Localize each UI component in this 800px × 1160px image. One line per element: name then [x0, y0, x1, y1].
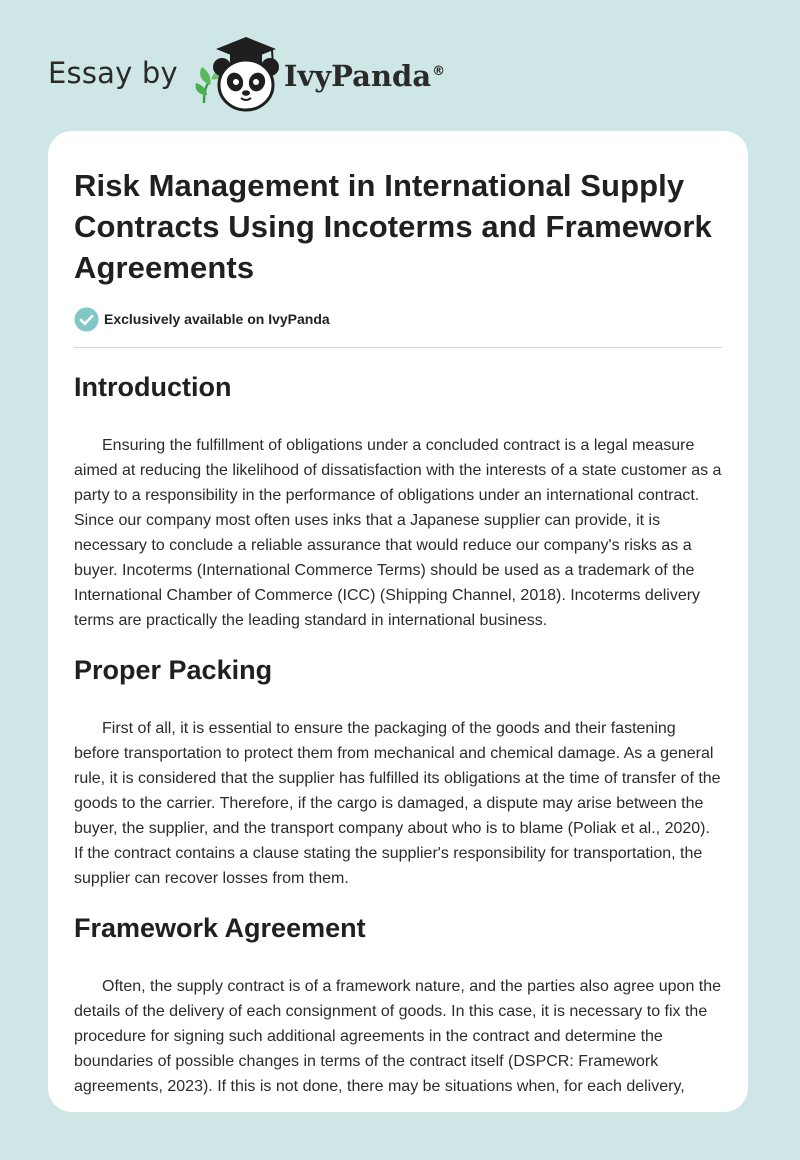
section-paragraph: Often, the supply contract is of a framework nature, and the parties also agree upon the details of the delivery of each consignment of goods. In this case, it is necessary to fix the procedure for signing such additional agreements in the contract and determine the boundaries of possible changes in terms of the contract itself (DSPCR: Framework agreements, 2023). If this is not done, there may be situations when, for each delivery, [74, 978, 722, 1095]
exclusive-badge-text: Exclusively available on IvyPanda [104, 311, 330, 327]
section-heading: Framework Agreement [74, 913, 366, 943]
essay-card [48, 131, 748, 1112]
divider [74, 347, 722, 348]
site-header-brand[interactable] [48, 30, 445, 120]
brand-prefix: Essay by [48, 56, 178, 90]
section-paragraph: Ensuring the fulfillment of obligations under a concluded contract is a legal measure aimed at reducing the likelihood of dissatisfaction with the interests of a state customer as a party to a responsibility in the performance of obligations under an international contract. Since our company most often uses inks that a Japanese supplier can provide, it is necessary to conclude a reliable assurance that would reduce our company's risks as a buyer. Incoterms (International Commerce Terms) should be used as a trademark of the International Chamber of Commerce (ICC) (Shipping Channel, 2018). Incoterms delivery terms are practically the leading standard in international business. [74, 437, 722, 629]
registered-mark: ® [432, 64, 446, 80]
section-proper-packing [74, 653, 722, 891]
brand-name-text: IvyPanda [283, 59, 432, 93]
section-framework-agreement [74, 911, 722, 1099]
check-circle-icon [74, 307, 99, 332]
section-heading: Introduction [74, 372, 232, 402]
section-introduction [74, 370, 722, 633]
section-paragraph: First of all, it is essential to ensure the packaging of the goods and their fastening before transportation to protect them from mechanical and chemical damage. As a general rule, it is considered that the supplier has fulfilled its obligations at the time of transfer of the goods to the carrier. Therefore, if the cargo is damaged, a dispute may arise between the buyer, the supplier, and the transport company about who is to blame (Poliak et al., 2020). If the contract contains a clause stating the supplier's responsibility for transportation, the supplier can recover losses from them. [74, 720, 721, 887]
exclusive-badge [74, 306, 722, 332]
brand-name [284, 59, 445, 93]
section-heading: Proper Packing [74, 655, 273, 685]
panda-graduate-icon [190, 35, 280, 115]
essay-title: Risk Management in International Supply Contracts Using Incoterms and Framework Agreements [74, 168, 712, 285]
